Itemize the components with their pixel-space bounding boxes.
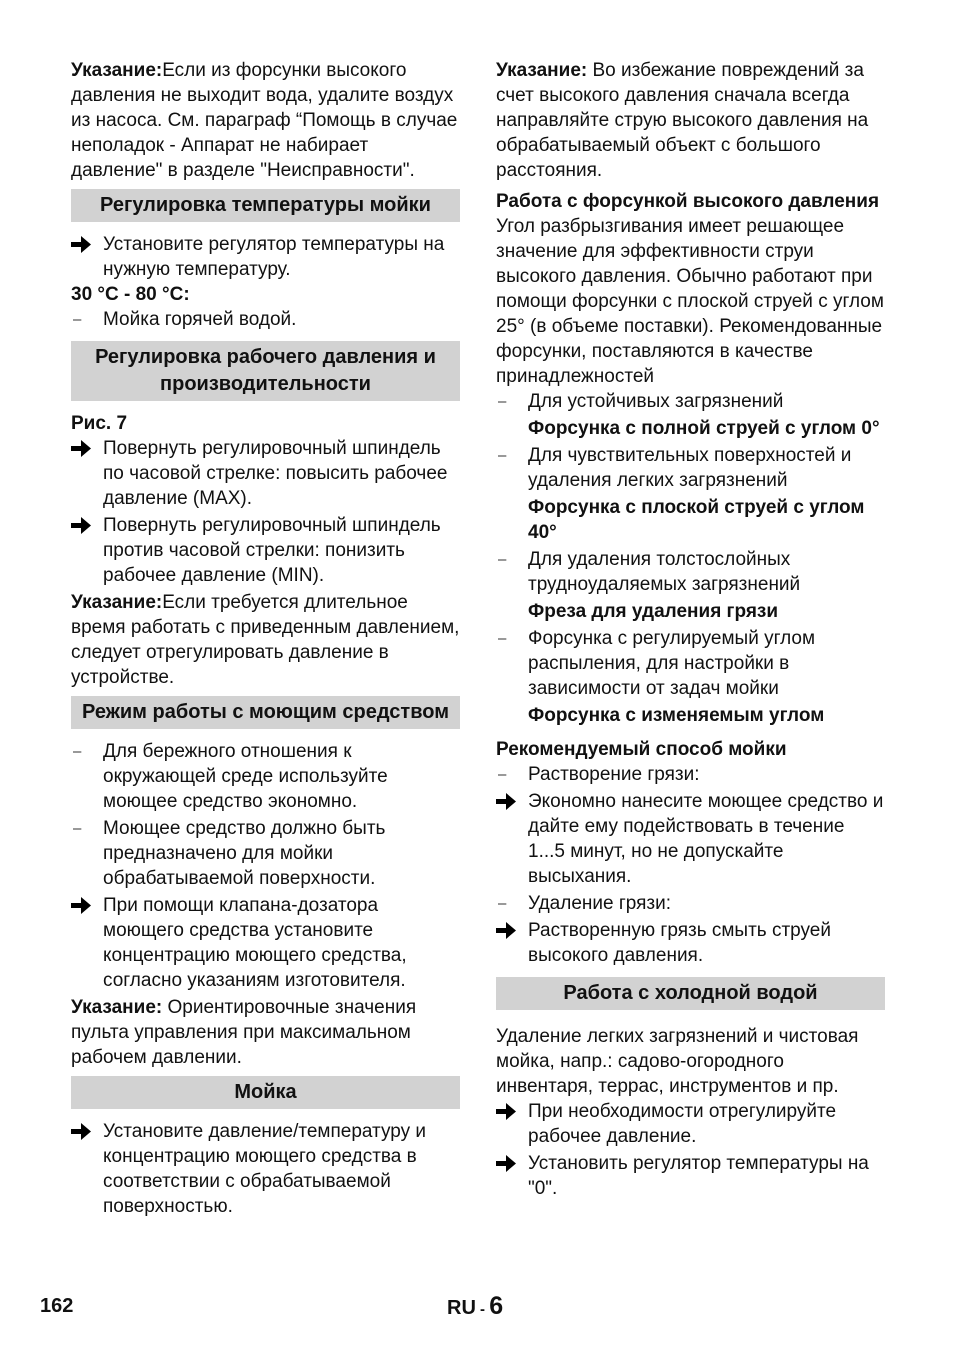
- right-arrow-icon: [496, 1103, 516, 1120]
- right-arrow-icon: [71, 897, 91, 914]
- temperature-range: 30 °C - 80 °C:: [71, 284, 190, 305]
- list-item: [496, 547, 885, 624]
- section-page-code: [447, 1294, 503, 1322]
- item-text: Для бережного отношения к окружающей среде используйте моющее средство экономно.: [103, 741, 388, 812]
- list-item: [71, 816, 460, 891]
- nozzle-description: Угол разбрызгивания имеет решающее значение для эффективности струи высокого давления. Обычно работают при помощи форсунки с плоской струей с углом 25° (в объеме поставки). Рекомендованные форсунки, поставляются в качестве принадлежностей: [496, 216, 884, 387]
- item-text: Мойка горячей водой.: [103, 309, 297, 330]
- step-wash: [71, 1119, 460, 1219]
- note-text: Ориентировочные значения пульта управления при максимальном рабочем давлении.: [71, 997, 417, 1068]
- step-text: При помощи клапана-дозатора моющего средства установите концентрацию моющего средства, согласно указаниям изготовителя.: [103, 895, 407, 991]
- step-adjust-pressure: [496, 1099, 885, 1149]
- dash-marker: –: [73, 820, 82, 837]
- heading-cold-water: Работа с холодной водой: [496, 977, 885, 1010]
- dash-marker: –: [498, 630, 507, 647]
- list-item: [496, 762, 885, 787]
- nozzle-name: Форсунка с плоской струей с углом 40°: [528, 497, 865, 543]
- heading-pressure: Регулировка рабочего давления и производительности: [71, 341, 460, 401]
- section-page-number: 6: [489, 1292, 504, 1320]
- step-apply: [496, 789, 885, 889]
- step-text: Установить регулятор температуры на "0".: [528, 1153, 869, 1199]
- item-text: Моющее средство должно быть предназначено для мойки обрабатываемой поверхности.: [103, 818, 386, 889]
- right-arrow-icon: [71, 440, 91, 457]
- dash-marker: –: [498, 766, 507, 783]
- item-text: Растворение грязи:: [528, 764, 700, 785]
- right-arrow-icon: [71, 236, 91, 253]
- step-text: Экономно нанесите моющее средство и дайте ему подействовать в течение 1...5 минут, но не допускайте высыхания.: [528, 791, 884, 887]
- step-detergent: [71, 893, 460, 993]
- figure-reference: Рис. 7: [71, 413, 128, 434]
- nozzle-name: Форсунка с изменяемым углом: [528, 705, 825, 726]
- dash-marker: –: [73, 743, 82, 760]
- right-arrow-icon: [496, 1155, 516, 1172]
- heading-detergent: Режим работы с моющим средством: [71, 696, 460, 729]
- heading-method: Рекомендуемый способ мойки: [496, 739, 787, 760]
- note-text: Если из форсунки высокого давления не выходит вода, удалите воздух из насоса. См. параграф “Помощь в случае неполадок - Аппарат не набирает давление" в разделе "Неисправности".: [71, 60, 458, 181]
- note-water: [71, 58, 460, 183]
- left-column: [71, 58, 460, 1219]
- separator: -: [475, 1301, 490, 1318]
- item-text: Для удаления толстослойных трудноудаляемых загрязнений: [528, 549, 801, 595]
- note-control-panel: [71, 995, 460, 1070]
- dash-marker: –: [498, 447, 507, 464]
- page-number: 162: [40, 1295, 74, 1317]
- list-item: [71, 307, 460, 332]
- language-code: RU: [447, 1297, 476, 1319]
- dash-marker: –: [498, 551, 507, 568]
- note-pressure: [71, 590, 460, 690]
- step-text: Установите давление/температуру и концентрацию моющего средства в соответствии с обрабатываемой поверхностью.: [103, 1121, 427, 1217]
- note-distance: [496, 58, 885, 183]
- list-item: [496, 443, 885, 545]
- step-temperature: [71, 232, 460, 282]
- note-label: Указание:: [71, 60, 163, 81]
- list-item: [71, 739, 460, 814]
- heading-nozzle: Работа с форсункой высокого давления: [496, 191, 880, 212]
- cold-description: Удаление легких загрязнений и чистовая мойка, напр.: садово-огородного инвентаря, террас, инструментов и пр.: [496, 1026, 859, 1097]
- dash-marker: –: [498, 895, 507, 912]
- item-text: Удаление грязи:: [528, 893, 672, 914]
- heading-temperature: Регулировка температуры мойки: [71, 189, 460, 222]
- step-text: Повернуть регулировочный шпиндель по часовой стрелке: повысить рабочее давление (MAX).: [103, 438, 448, 509]
- note-text: Если требуется длительное время работать с приведенным давлением, следует отрегулировать давление в устройстве.: [71, 592, 460, 688]
- item-text: Форсунка с регулируемый углом распыления, для настройки в зависимости от задач мойки: [528, 628, 816, 699]
- step-text: Установите регулятор температуры на нужную температуру.: [103, 234, 445, 280]
- nozzle-name: Фреза для удаления грязи: [528, 601, 779, 622]
- heading-wash: Мойка: [71, 1076, 460, 1109]
- note-label: Указание:: [496, 60, 588, 81]
- step-text: Повернуть регулировочный шпиндель против часовой стрелки: понизить рабочее давление (MIN).: [103, 515, 441, 586]
- nozzle-name: Форсунка с полной струей с углом 0°: [528, 418, 880, 439]
- step-pressure-min: [71, 513, 460, 588]
- list-item: [496, 626, 885, 728]
- dash-marker: –: [498, 393, 507, 410]
- right-arrow-icon: [71, 517, 91, 534]
- note-label: Указание:: [71, 997, 163, 1018]
- step-text: При необходимости отрегулируйте рабочее давление.: [528, 1101, 837, 1147]
- step-set-temperature: [496, 1151, 885, 1201]
- right-arrow-icon: [496, 793, 516, 810]
- note-label: Указание:: [71, 592, 163, 613]
- dash-marker: –: [73, 311, 82, 328]
- note-text: Во избежание повреждений за счет высокого давления сначала всегда направляйте струю высокого давления на обрабатываемый объект с большого расстояния.: [496, 60, 869, 181]
- step-pressure-max: [71, 436, 460, 511]
- item-text: Для чувствительных поверхностей и удаления легких загрязнений: [528, 445, 852, 491]
- step-text: Растворенную грязь смыть струей высокого давления.: [528, 920, 831, 966]
- right-arrow-icon: [496, 922, 516, 939]
- list-item: [496, 891, 885, 916]
- right-arrow-icon: [71, 1123, 91, 1140]
- right-column: [496, 58, 885, 1201]
- step-rinse: [496, 918, 885, 968]
- item-text: Для устойчивых загрязнений: [528, 391, 784, 412]
- list-item: [496, 389, 885, 441]
